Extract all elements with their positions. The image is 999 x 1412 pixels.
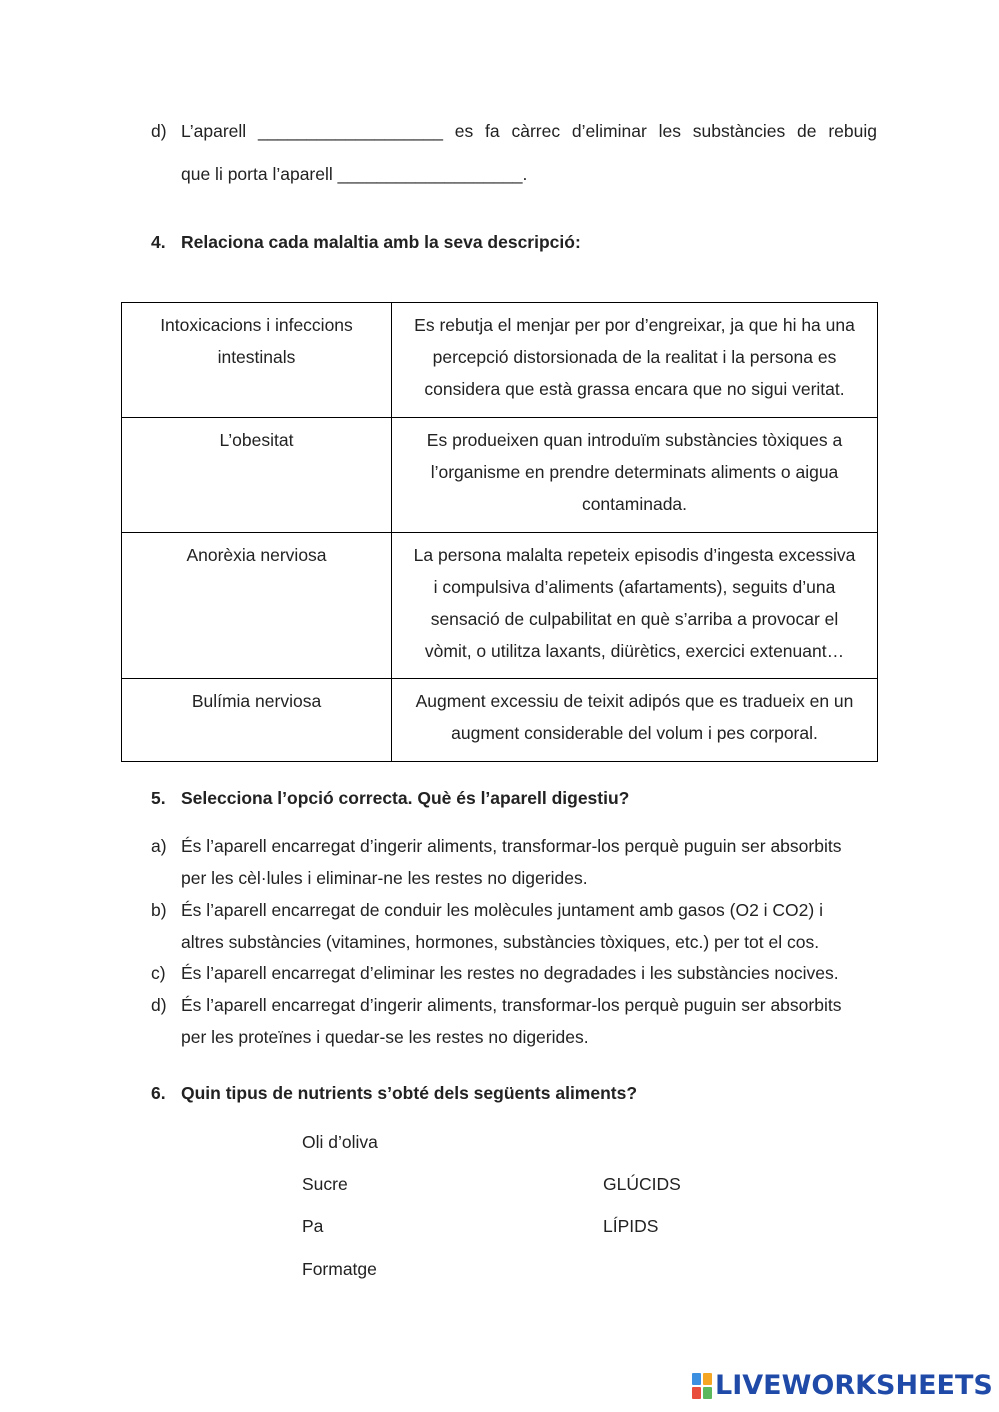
table-row (122, 533, 878, 679)
option-d-line[interactable]: És l’aparell encarregat d’ingerir aliments, transformar-los perquè puguin ser absorbits (181, 995, 842, 1015)
mark-square (692, 1387, 701, 1399)
option-d-line[interactable]: per les proteïnes i quedar-se les restes no digerides. (181, 1027, 589, 1047)
live-mark-icon (692, 1373, 712, 1400)
q6-number: 6. (151, 1083, 166, 1103)
option-d-marker[interactable]: d) (151, 995, 167, 1015)
table-row (122, 679, 878, 762)
description-line: sensació de culpabilitat en què s’arriba a provocar el (430, 609, 839, 629)
description-line: La persona malalta repeteix episodis d’ingesta excessiva (413, 545, 856, 565)
description-cell[interactable] (392, 418, 878, 533)
item-d-word: L’aparell (181, 121, 247, 141)
item-d-word: rebuig (828, 121, 877, 141)
description-cell[interactable] (392, 679, 878, 762)
item-d-blank-1[interactable]: ___________________ (258, 121, 443, 141)
q4-number: 4. (151, 232, 166, 252)
disease-line: Bulímia nerviosa (191, 691, 322, 711)
table-row (122, 303, 878, 418)
q5-number: 5. (151, 788, 166, 808)
table-row (122, 418, 878, 533)
description-line: Augment excessiu de teixit adipós que es tradueix en un (415, 691, 854, 711)
item-d-word: d’eliminar (571, 121, 647, 141)
item-d-word: fa (485, 121, 500, 141)
disease-cell[interactable] (122, 418, 392, 533)
mark-square (703, 1387, 712, 1399)
option-c-line[interactable]: És l’aparell encarregat d’eliminar les restes no degradades i les substàncies nocives. (181, 963, 839, 983)
item-d-word: càrrec (511, 121, 561, 141)
item-d-line1 (181, 121, 877, 142)
description-line: Es rebutja el menjar per por d’engreixar, ja que hi ha una (414, 315, 855, 335)
description-line: Es produeixen quan introduïm substàncies tòxiques a (426, 430, 843, 450)
description-line: contaminada. (581, 494, 688, 514)
mark-square (703, 1373, 712, 1385)
option-b-marker[interactable]: b) (151, 900, 167, 920)
item-d-marker: d) (151, 121, 167, 141)
option-c-marker[interactable]: c) (151, 963, 166, 983)
item-d-word: de (797, 121, 817, 141)
option-a-line[interactable]: És l’aparell encarregat d’ingerir aliments, transformar-los perquè puguin ser absorbits (181, 836, 842, 856)
food-item[interactable]: Pa (302, 1216, 324, 1236)
item-d-word: substàncies (692, 121, 786, 141)
q4-title: Relaciona cada malaltia amb la seva descripció: (181, 232, 581, 252)
q5-title: Selecciona l’opció correcta. Què és l’aparell digestiu? (181, 788, 630, 808)
logo-text: LIVEWORKSHEETS (715, 1370, 993, 1401)
description-line: percepció distorsionada de la realitat i la persona es (432, 347, 837, 367)
nutrient-item[interactable]: LÍPIDS (603, 1216, 659, 1236)
disease-line: Anorèxia nerviosa (186, 545, 327, 565)
food-item[interactable]: Oli d’oliva (302, 1132, 378, 1152)
disease-line: Intoxicacions i infeccions (160, 315, 353, 335)
description-cell[interactable] (392, 533, 878, 679)
description-line: vòmit, o utilitza laxants, diürètics, exercici extenuant… (424, 641, 845, 661)
nutrient-item[interactable]: GLÚCIDS (603, 1174, 681, 1194)
food-item[interactable]: Formatge (302, 1259, 377, 1279)
disease-cell[interactable] (122, 679, 392, 762)
item-d-word: es (454, 121, 474, 141)
option-a-marker[interactable]: a) (151, 836, 167, 856)
option-a-line[interactable]: per les cèl·lules i eliminar-ne les restes no digerides. (181, 868, 588, 888)
disease-line: intestinals (217, 347, 296, 367)
description-line: considera que està grassa encara que no sigui veritat. (424, 379, 845, 399)
option-b-line[interactable]: altres substàncies (vitamines, hormones, substàncies tòxiques, etc.) per tot el cos. (181, 932, 820, 952)
option-b-line[interactable]: És l’aparell encarregat de conduir les molècules juntament amb gasos (O2 i CO2) i (181, 900, 823, 920)
description-line: l’organisme en prendre determinats aliments o aigua (430, 462, 839, 482)
q6-title: Quin tipus de nutrients s’obté dels següents aliments? (181, 1083, 638, 1103)
disease-table (121, 302, 878, 762)
disease-line: L’obesitat (219, 430, 294, 450)
liveworksheets-logo (692, 1371, 993, 1401)
food-item[interactable]: Sucre (302, 1174, 348, 1194)
description-line: i compulsiva d’aliments (afartaments), seguits d’una (433, 577, 836, 597)
mark-square (692, 1373, 701, 1385)
disease-cell[interactable] (122, 303, 392, 418)
item-d-line2: que li porta l’aparell ___________________. (181, 164, 528, 184)
item-d-word: les (658, 121, 681, 141)
description-line: augment considerable del volum i pes corporal. (451, 723, 818, 743)
description-cell[interactable] (392, 303, 878, 418)
disease-cell[interactable] (122, 533, 392, 679)
